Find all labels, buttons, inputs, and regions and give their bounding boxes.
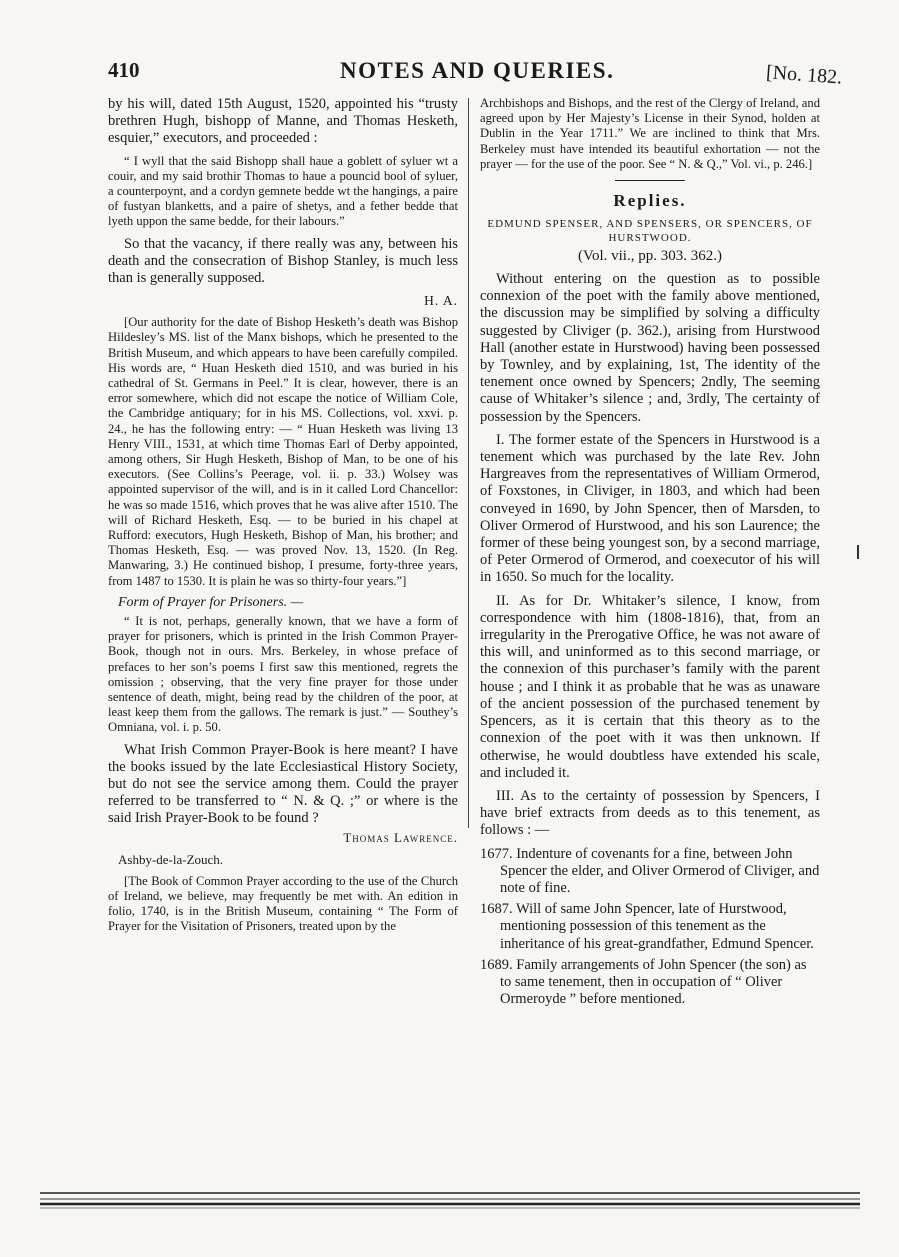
paragraph: I. The former estate of the Spencers in Hurstwood is a tenement which was purchased by the late Rev. John Hargreaves from the representatives of William Ormerod, of Foxstones, in Cliviger, in 1803, and which had been conveyed in 1690, by John Spencer, then of Marsden, to Oliver Ormerod of Hurstwood, and his son Laurence; the former of these being youngest son, by a second marriage, of Peter Ormerod of Ormerod, and coexecutor of his will in 1650. So much for the locality.	[480, 431, 820, 586]
page-header	[108, 58, 848, 88]
list-item: 1689. Family arrangements of John Spencer (the son) as to same tenement, then in occupation of “ Oliver Ormeroyde ” before mentioned.	[480, 956, 807, 1008]
signature: H. A.	[424, 293, 458, 309]
paragraph: What Irish Common Prayer-Book is here meant? I have the books issued by the late Ecclesiastical History Society, but do not see the service among them. Could the prayer referred to be transferred to “ N. & Q. ;” or where is the said Irish Prayer-Book to be found ?	[108, 741, 458, 827]
editorial-note: [The Book of Common Prayer according to the use of the Church of Ireland, we believe, may frequently be met with. An edition in folio, 1740, is in the British Museum, containing “ The Form of Prayer for the Visitation of Prisoners, treated upon by the	[108, 873, 458, 934]
signature-line	[108, 830, 458, 846]
quoted-will: “ I wyll that the said Bishopp shall haue a goblett of syluer wt a couir, and my said brothir Thomas to haue a pouncid bool of syluer, a counterpoynt, and a cordyn gemnete bedde wt the hangings, a paire of fustyan blanketts, and a paire of shetys, and a fether bedde that lyeth uppon the same bedde, for their labours.”	[108, 153, 458, 229]
paragraph: by his will, dated 15th August, 1520, appointed his “trusty brethren Hugh, bishopp of Manne, and Thomas Hesketh, esquier,” executors, and proceeded :	[108, 96, 458, 147]
paragraph: II. As for Dr. Whitaker’s silence, I know, from correspondence with him (1808-1816), that, from an irregularity in the Prerogative Office, he was not aware of this will, and uninformed as to this second marriage, or the connexion of this purchaser’s family with the parent house ; and I think it as probable that he was as unaware of the ancient possession of the purchased tenement by Spencers, as it is certain that this theory as to the connexion of the poet with it was then unknown. If otherwise, he would doubtless have extended his scale, and included it.	[480, 592, 820, 781]
column-divider	[468, 98, 469, 828]
issue-number: [No. 182.	[765, 61, 843, 89]
editorial-note-continued: Archbishops and Bishops, and the rest of the Clergy of Ireland, and agreed upon by Her Majesty’s License in their Synod, holden at Dublin in the Year 1711.” We are inclined to think that Mrs. Berkeley must have intended its beautiful exhortation — not the prayer — for the use of the poor. See “ N. & Q.,” Vol. vi., p. 246.]	[480, 96, 820, 171]
paragraph: Without entering on the question as to possible connexion of the poet with the family above mentioned, the discussion may be simplified by solving a difficulty suggested by Cliviger (p. 362.), arising from Hurstwood Hall (another estate in Hurstwood) having been possessed by Townley, and by explaining, 1st, The identity of the tenement once owned by Spencers; 2ndly, The seeming cause of Whitaker’s silence ; and, 3rdly, The certainty of possession by the Spencers.	[480, 271, 820, 425]
list-item: 1677. Indenture of covenants for a fine, between John Spencer the elder, and Oliver Ormerod of Cliviger, and note of fine.	[480, 845, 820, 896]
subheading: Form of Prayer for Prisoners. —	[118, 594, 304, 610]
paragraph: III. As to the certainty of possession by Spencers, I have brief extracts from deeds as to this tenement, as follows : —	[480, 787, 820, 839]
right-column	[480, 96, 820, 1012]
left-column	[108, 96, 458, 940]
section-heading: Replies.	[613, 191, 687, 211]
margin-mark	[857, 545, 859, 559]
signature: Thomas Lawrence.	[343, 829, 458, 845]
editorial-note: [Our authority for the date of Bishop Hesketh’s death was Bishop Hildesley’s MS. list of the Manx bishops, which he presented to the British Museum, and which appears to have been carefully compiled. His words are, “ Huan Hesketh died 1510, and was buried in his cathedral of St. Germans in Peel.” It is clear, however, there is an error somewhere, which did not escape the notice of William Cole, the Cambridge antiquary; for in his MS. Collections, vol. xxvi. p. 24., he has the following entry: — “ Huan Hesketh was living 13 Henry VIII., 1531, at which time Thomas Earl of Derby appointed, among others, Sir Hugh Hesketh, Bishop of Man, to be one of his executors. (See Collins’s Peerage, vol. ii. p. 33.) Wolsey was appointed supervisor of the will, and is in it called Lord Chancellor: he was so made 1516, which proves that he was alive after 1510. The will of Richard Hesketh, Esq. — to be buried in his chapel at Rufford: executors, Hugh Hesketh, Bishop of Man, his brother; and Thomas Hesketh, Esq. — was proved Nov. 13, 1520. (In Reg. Manwaring, 3.) He continued bishop, I presume, forty-three years, from 1487 to 1530. It is plain he was so thirty-four years.”]	[108, 315, 458, 588]
place-name: Ashby-de-la-Zouch.	[118, 851, 224, 867]
volume-reference: (Vol. vii., pp. 303. 362.)	[578, 248, 722, 265]
section-rule	[615, 180, 685, 181]
paragraph: So that the vacancy, if there really was any, between his death and the consecration of Bishop Stanley, is much less than is generally supposed.	[108, 235, 458, 287]
page-number: 410	[108, 58, 140, 82]
list-item: 1687. Will of same John Spencer, late of Hurstwood, mentioning possession of this tenement as the inheritance of his great-grandfather, Edmund Spencer.	[480, 901, 814, 952]
running-title: NOTES AND QUERIES.	[340, 58, 615, 83]
quoted-passage: “ It is not, perhaps, generally known, that we have a form of prayer for prisoners, which is printed in the Irish Common Prayer-Book, though not in ours. Mrs. Berkeley, in whose preface of prefaces to her son’s poems I first saw this mentioned, regrets the omission ; observing, that the very fine prayer for those under sentence of death, might, being read by the children of the poor, at least keep them from the gallows. The remark is just.” — Southey’s Omniana, vol. i. p. 50.	[108, 613, 458, 735]
bottom-rule	[40, 1187, 860, 1211]
article-title: EDMUND SPENSER, AND SPENSERS, OR SPENCERS, OF HURSTWOOD.	[487, 218, 813, 245]
